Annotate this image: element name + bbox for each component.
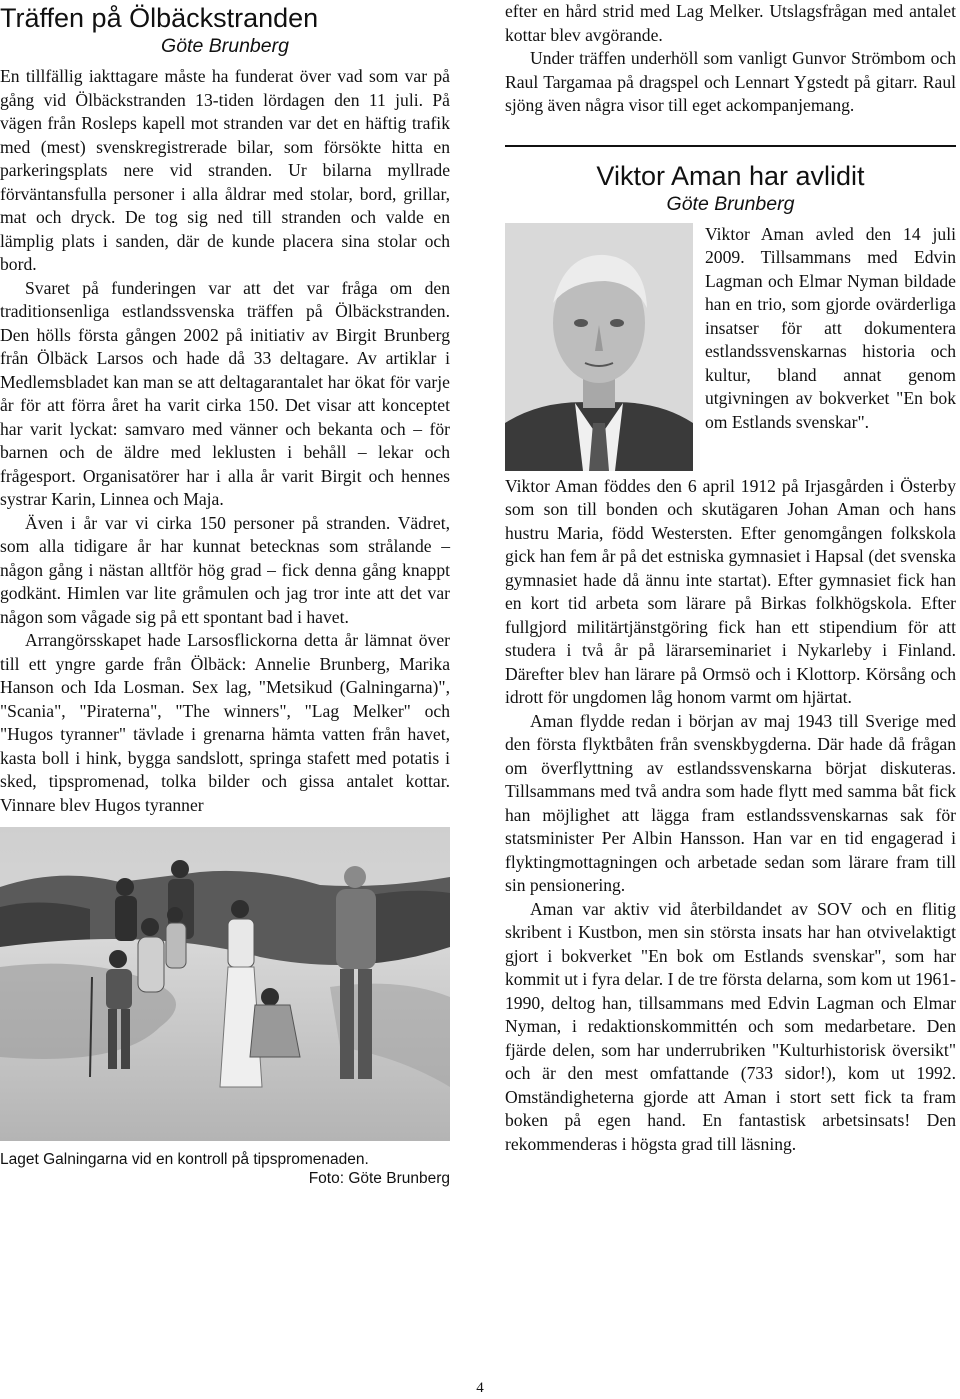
article-byline: Göte Brunberg (666, 192, 795, 215)
article-paragraph: Aman flydde redan i början av maj 1943 till Sverige med den första flyktbåten från svenskbygderna. Där hade då frågan om överflyttning av estlandssvenskarna börjat diskuteras. Tillsammans med två andra som hade flytt med samma båt fick han möjlighet att lägga fram estlandssvenskarnas sak för statsminister Per Albin Hansson. Han var en tid engagerad i flyktingmottagningen och arbetade sedan som lärare fram till sin pensionering. (505, 710, 956, 895)
beach-group-photo (0, 827, 450, 1141)
obituary-intro (505, 223, 956, 435)
article-paragraph: En tillfällig iakttagare måste ha funderat över vad som var på gång vid Ölbäckstranden 13-tiden lördagen den 11 juli. På vägen från Rosleps kapell mot stranden var det en häftig trafik med (mest) svenskregistrerade bilar, som försökte hitta en parkeringsplats nere vid stranden. Ur bilarna myllrade förväntansfulla personer i alla åldrar med stolar, bord, grillar, mat och dryck. De tog sig ned till stranden och valde en lämplig plats i sanden, där de kunde placera sina stolar och bord. (0, 66, 450, 274)
article-paragraph: efter en hård strid med Lag Melker. Utslagsfrågan med antalet kottar blev avgörande. (505, 1, 956, 45)
article-byline: Göte Brunberg (161, 35, 289, 57)
article-paragraph: Även i år var vi cirka 150 personer på stranden. Vädret, som alla tidigare år har kunnat betecknas som strålande – någon gång i nästan alltför hög grad – fick denna gång knappt godkänt. Himlen var lite gråmulen och jag tror inte att det var någon som vågade sig på ett spontant bad i havet. (0, 512, 450, 627)
article-paragraph: Aman var aktiv vid återbildandet av SOV och en flitig skribent i Kustbon, men sin största insats har han otvivelaktigt gjort i bokverket "En bok om Estlands svenskar", som har kommit ut i fyra delar. I de tre första delarna, som kom ut 1961-1990, deltog han, tillsammans med Edvin Lagman och Elmar Nyman, i redaktionskommittén och som medarbetare. Den fjärde delen, som har underrubriken "Kulturhistorisk översikt" och är den mest omfattande (733 sidor!), kom ut 1992. Omständigheterna gjorde att Aman i stort sett fick ta fram boken på egen hand. En fantastisk arbetsinsats! Den rekommenderas i högsta grad till läsning. (505, 898, 956, 1154)
article-paragraph: Arrangörsskapet hade Larsosflickorna detta år lämnat över till ett yngre garde från Ölbäck: Annelie Brunberg, Marika Hanson och Ida Losman. Sex lag, "Metsikud (Galningarna)", "Scania", "Piraterna", "The winners", "Lag Melker" och "Hugos tyranner" tävlade i grenarna hämta vatten från havet, kasta boll i hink, bygga sandslott, springa stafett med potatis i sked, tipspromenad, tolka bilder och gissa antalet kottar. Vinnare blev Hugos tyranner (0, 630, 450, 815)
portrait-photo (505, 223, 693, 471)
right-column (505, 0, 956, 1156)
photo-credit: Foto: Göte Brunberg (308, 1170, 450, 1187)
article-paragraph: Svaret på funderingen var att det var fråga om den traditionsenliga estlandssvenska träffen på Ölbäckstranden. Den hölls första gången 2002 på initiativ av Birgit Brunberg från Ölbäck Larsos och hade då 33 deltagare. Av artiklar i Medlemsbladet kan man se att deltagarantalet har ökat för varje år för att förra året ha varit cirka 150. Det visar att konceptet har varit lyckat: samvaro med vänner och bekanta och – för barnen och de äldre med leklusten i behåll – lekar och frågesport. Organisatörer har i alla år varit Birgit och hennes systrar Karin, Linnea och Maja. (0, 277, 450, 509)
section-divider (505, 145, 956, 147)
article-title: Träffen på Ölbäckstranden (0, 3, 319, 33)
article-paragraph: Viktor Aman föddes den 6 april 1912 på Irjasgården i Österby som son till bonden och skutägaren Johan Aman och hans hustru Maria, född Westersten. Efter genomgången folkskola gick han fem år på det estniska gymnasiet i Hapsal (det svenska gymnasiet hade då ännu inte startat). Efter gymnasiet fick han en kort tid arbeta som lärare på Birkas folkhögskola. Efter fullgjord militärtjänstgöring fick han ett stipendium för att studera i två år på lärarseminariet i Nykarleby i Finland. Därefter blev han lärare på Ormsö och i Klottorp. Körsång och idrott för ungdomen låg honom varmt om hjärtat. (505, 475, 956, 707)
photo-caption: Laget Galningarna vid en kontroll på tipspromenaden. (0, 1151, 369, 1168)
page-number: 4 (476, 1380, 484, 1396)
left-column (0, 0, 450, 1188)
article-paragraph: Under träffen underhöll som vanligt Gunvor Strömbom och Raul Targamaa på dragspel och Lennart Ygstedt på gitarr. Raul sjöng även några visor till eget ackompanjemang. (505, 48, 956, 115)
obituary-intro-text: Viktor Aman avled den 14 juli 2009. Tillsammans med Edvin Lagman och Elmar Nyman bildade han en trio, som gjorde ovärderliga insatser för att dokumentera estlandssvenskarnas historia och kultur, bland annat genom utgivningen av bokverket "En bok om Estlands svenskar". (705, 223, 956, 432)
article-title: Viktor Aman har avlidit (596, 160, 865, 191)
